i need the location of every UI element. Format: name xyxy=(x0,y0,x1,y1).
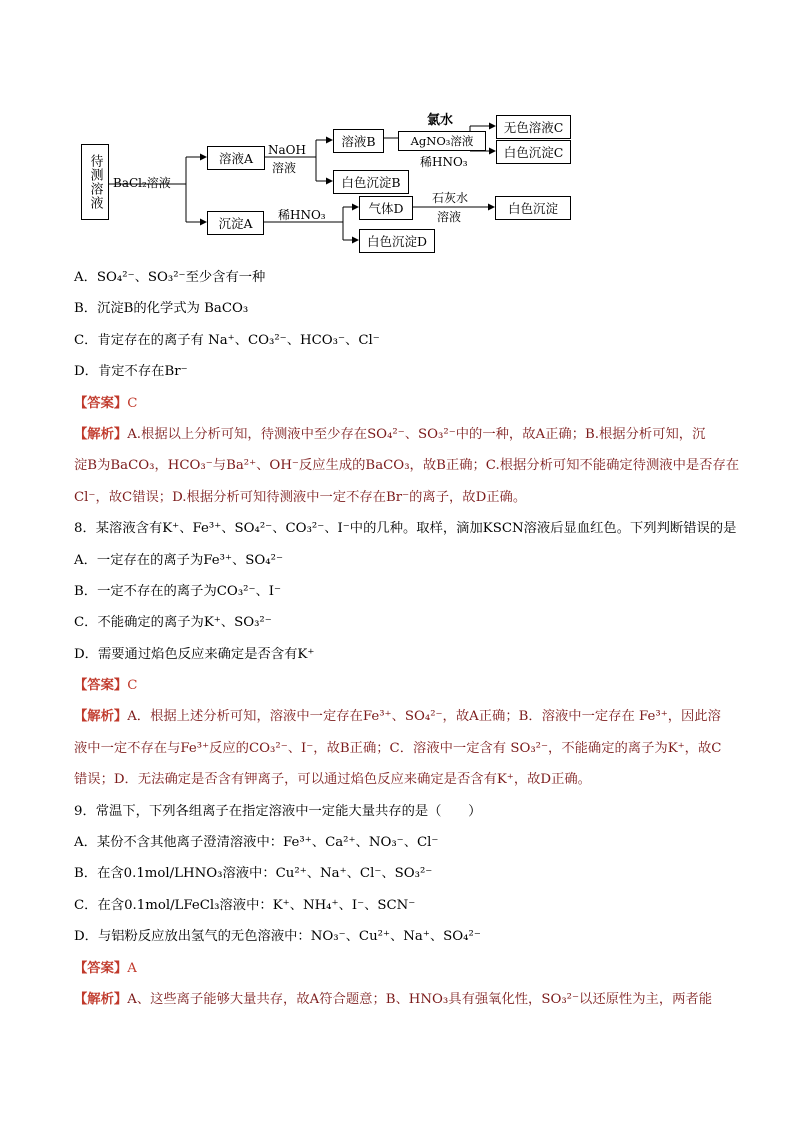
explanation-text: A.根据以上分析可知，待测液中至少存在SO₄²⁻、SO₃²⁻中的一种，故A正确；B.根据分析可知，沉 xyxy=(127,426,706,442)
q7-explanation-line-3: Cl⁻，故C错误；D.根据分析可知待测液中一定不存在Br⁻的离子，故D正确。 xyxy=(74,489,527,505)
q8-option-d: D．需要通过焰色反应来确定是否含有K⁺ xyxy=(74,646,315,662)
white-precipitate-b-box: 白色沉淀B xyxy=(333,170,409,194)
q9-option-a: A．某份不含其他离子澄清溶液中：Fe³⁺、Ca²⁺、NO₃⁻、Cl⁻ xyxy=(74,835,439,851)
q8-option-b: B．一定不存在的离子为CO₃²⁻、I⁻ xyxy=(74,583,282,599)
explanation-tag: 【解析】 xyxy=(74,426,128,442)
sample-solution-box: 待测溶液 xyxy=(81,144,109,220)
question-body xyxy=(74,262,740,1015)
flowchart xyxy=(0,0,794,260)
answer-value: C xyxy=(127,395,138,411)
q8-answer xyxy=(74,670,734,701)
agno3-label-box: AgNO₃溶液 xyxy=(398,131,486,151)
chlorine-water-label: 氯水 xyxy=(427,113,454,128)
q7-answer xyxy=(74,388,734,419)
naoh-solution-label: 溶液 xyxy=(272,161,297,175)
q8-explanation-line-2: 液中一定不存在与Fe³⁺反应的CO₃²⁻、I⁻，故B正确；C．溶液中一定含有 SO₃²⁻，不能确定的离子为K⁺，故C xyxy=(74,740,722,756)
hno3-label-b: 稀HNO₃ xyxy=(278,208,326,222)
explanation-text: A．根据上述分析可知，溶液中一定存在Fe³⁺、SO₄²⁻，故A正确；B．溶液中一定存在 Fe³⁺，因此溶 xyxy=(127,709,721,725)
answer-tag: 【答案】 xyxy=(74,678,128,694)
q9-option-d: D．与铝粉反应放出氢气的无色溶液中：NO₃⁻、Cu²⁺、Na⁺、SO₄²⁻ xyxy=(74,929,481,945)
hno3-label-a: 稀HNO₃ xyxy=(420,155,468,169)
explanation-tag: 【解析】 xyxy=(74,709,128,725)
q9-explanation-line-1 xyxy=(74,984,734,1015)
q9-option-c: C．在含0.1mol/LFeCl₃溶液中：K⁺、NH₄⁺、I⁻、SCN⁻ xyxy=(74,897,416,913)
explanation-tag: 【解析】 xyxy=(74,991,128,1007)
answer-value: C xyxy=(127,678,138,694)
precipitate-a-box: 沉淀A xyxy=(207,211,264,235)
colorless-solution-c-box: 无色溶液C xyxy=(496,115,571,139)
q9-option-b: B．在含0.1mol/LHNO₃溶液中：Cu²⁺、Na⁺、Cl⁻、SO₃²⁻ xyxy=(74,866,433,882)
gas-d-box: 气体D xyxy=(359,196,413,220)
q8-option-a: A．一定存在的离子为Fe³⁺、SO₄²⁻ xyxy=(74,552,283,568)
q8-explanation-line-3: 错误；D．无法确定是否含有钾离子，可以通过焰色反应来确定是否含有K⁺，故D正确。 xyxy=(74,772,591,788)
q8-option-c: C．不能确定的离子为K⁺、SO₃²⁻ xyxy=(74,615,272,631)
bacl2-label: BaCl₂溶液 xyxy=(113,176,171,190)
white-precipitate-c-box: 白色沉淀C xyxy=(496,140,571,164)
q9-answer xyxy=(74,953,734,984)
answer-value: A xyxy=(127,960,137,976)
q7-option-d: D．肯定不存在Br⁻ xyxy=(74,364,188,380)
white-precipitate-d-box: 白色沉淀D xyxy=(359,229,435,253)
lime-water-label: 石灰水 xyxy=(432,191,469,205)
q9-stem: 9．常温下，下列各组离子在指定溶液中一定能大量共存的是（ ） xyxy=(74,803,482,819)
solution-b-box: 溶液B xyxy=(333,129,384,153)
q7-explanation-line-2: 淀B为BaCO₃，HCO₃⁻与Ba²⁺、OH⁻反应生成的BaCO₃，故B正确；C.根据分析可知不能确定待测液中是否存在 xyxy=(74,458,740,474)
q8-explanation-line-1 xyxy=(74,701,734,732)
solution-a-box: 溶液A xyxy=(207,146,265,170)
explanation-text: A、这些离子能够大量共存，故A符合题意；B、HNO₃具有强氧化性，SO₃²⁻以还原性为主，两者能 xyxy=(127,991,713,1007)
q7-explanation-line-1 xyxy=(74,419,734,450)
answer-tag: 【答案】 xyxy=(74,395,128,411)
q7-option-a: A．SO₄²⁻、SO₃²⁻至少含有一种 xyxy=(74,270,266,285)
naoh-label: NaOH xyxy=(268,143,306,157)
q7-option-c: C．肯定存在的离子有 Na⁺、CO₃²⁻、HCO₃⁻、Cl⁻ xyxy=(74,332,380,348)
flowchart-connectors xyxy=(0,0,794,260)
answer-tag: 【答案】 xyxy=(74,960,128,976)
white-precipitate-box: 白色沉淀 xyxy=(495,196,571,220)
q7-option-b: B．沉淀B的化学式为 BaCO₃ xyxy=(74,301,249,317)
q8-stem: 8．某溶液含有K⁺、Fe³⁺、SO₄²⁻、CO₃²⁻、I⁻中的几种。取样，滴加KSCN溶液后显血红色。下列判断错误的是 xyxy=(74,521,737,537)
lime-water-solution-label: 溶液 xyxy=(437,210,462,224)
